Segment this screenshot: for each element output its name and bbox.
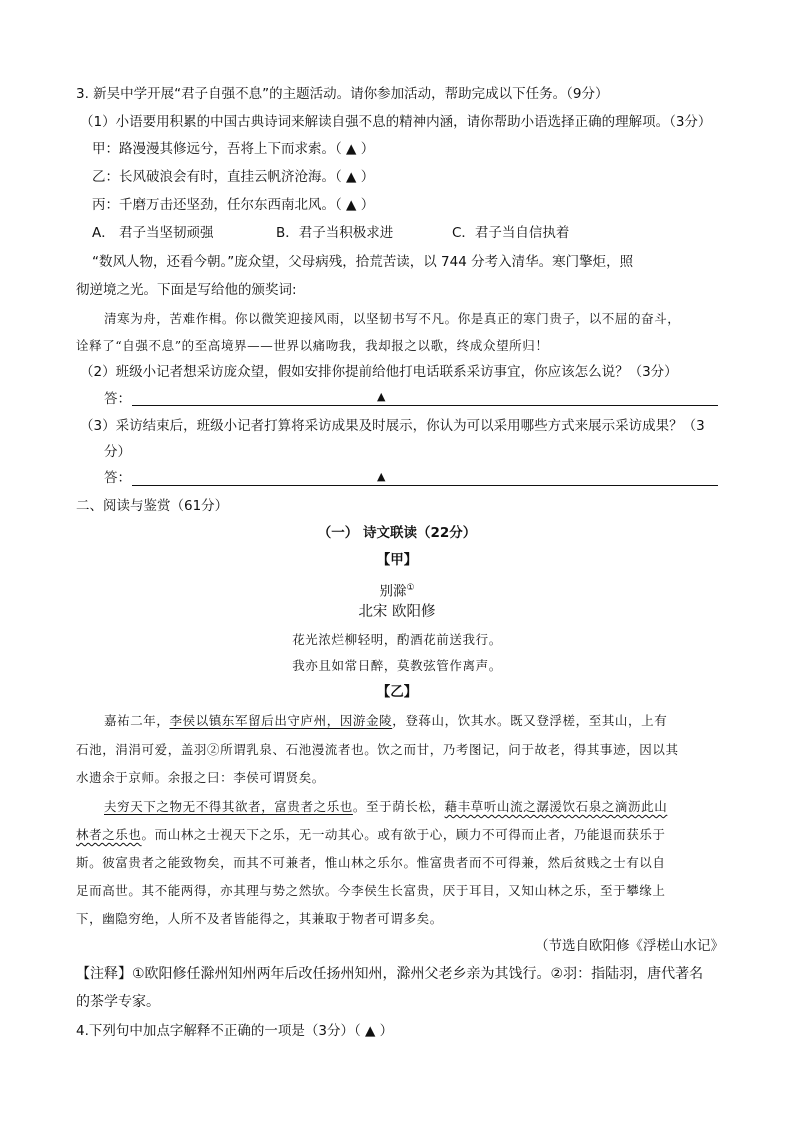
passage-p1-line2: 石池，涓涓可爱，盖羽②所谓乳泉、石池漫流者也。饮之而甘，乃考图记，问于故老，得其事迹，因以其 [76, 742, 679, 757]
q3-line-bing: 丙：千磨万击还坚劲，任尔东西南北风。（ ▲ ） [92, 197, 375, 213]
q3-sub2: （2）班级小记者想采访庞众望，假如安排你提前给他打电话联系采访事宜，你应该怎么说？（3分） [80, 364, 678, 380]
answer-label-2: 答： [104, 391, 131, 407]
notes-line2: 的茶学专家。 [76, 994, 160, 1010]
poem-line1: 花光浓烂柳轻明，酌酒花前送我行。 [292, 632, 502, 647]
poem-line2: 我亦且如常日醉，莫教弦管作离声。 [292, 658, 502, 673]
passage-p2-line4: 足而高世。其不能两得，亦其理与势之然欤。今李侯生长富贵，厌于耳目，又知山林之乐，至于攀缘上 [76, 883, 666, 898]
passage-p2-line5: 下，幽隐穷绝，人所不及者皆能得之，其兼取于物者可谓多矣。 [76, 911, 443, 926]
p2-wavy-sentence-end: 林者之乐也 [76, 827, 142, 842]
q3-intro-line1: “数风人物，还看今朝。”庞众望，父母病残，拾荒苦读，以 744 分考入清华。寒门擎炬，照 [92, 254, 634, 270]
yi-tag: 【乙】 [376, 684, 418, 700]
section2-heading: 二、阅读与鉴赏（61分） [76, 498, 229, 514]
p1-underlined-phrase: 李侯以镇东军留后出守庐州，因游金陵 [169, 713, 393, 728]
q3-line-jia: 甲：路漫漫其修远兮，吾将上下而求索。（ ▲ ） [92, 141, 375, 157]
q3-line-yi: 乙：长风破浪会有时，直挂云帆济沧海。（ ▲ ） [92, 169, 375, 185]
poem-title [0, 578, 794, 602]
answer-blank-mark-2: ▲ [377, 390, 386, 403]
poem-author: 北宋 欧阳修 [358, 604, 436, 620]
passage-p2-line2 [76, 825, 666, 845]
passage-p1-line1 [104, 711, 667, 731]
passage-p2-line3: 斯。彼富贵者之能致物矣，而其不可兼者，惟山林之乐尔。惟富贵者而不可得兼，然后贫贱之士有以自 [76, 855, 666, 870]
award-speech-line1: 清寒为舟，苦难作楫。你以微笑迎接风雨，以坚韧书写不凡。你是真正的寒门贵子，以不屈的奋斗， [104, 311, 681, 326]
p2-line1-mid: 。至于荫长松， [352, 799, 445, 814]
award-speech-line2: 诠释了“自强不息”的至高境界——世界以痛吻我，我却报之以歌，终成众望所归！ [76, 338, 549, 353]
answer-line-2[interactable] [132, 405, 718, 406]
q3-intro-line2: 彻逆境之光。下面是写给他的颁奖词: [76, 282, 297, 298]
notes-line1: 【注释】①欧阳修任滁州知州两年后改任扬州知州，滁州父老乡亲为其饯行。②羽：指陆羽，唐代著名 [76, 966, 704, 982]
q3-option-a: A． 君子当坚韧顽强 [92, 225, 214, 241]
passage-source: （节选自欧阳修《浮槎山水记》 [535, 938, 724, 954]
poem-title-text: 别滁 [379, 583, 407, 600]
answer-blank-mark-3: ▲ [377, 470, 386, 483]
q3-option-b: B．君子当积极求进 [276, 225, 394, 241]
part1-heading: （一） 诗文联读（22分） [317, 525, 477, 541]
answer-line-3[interactable] [132, 485, 718, 486]
p1-line1-start: 嘉祐二年， [104, 713, 170, 728]
q3-stem: 3. 新吴中学开展“君子自强不息”的主题活动。请你参加活动，帮助完成以下任务。（9分） [76, 86, 609, 102]
q3-option-c: C．君子当自信执着 [452, 225, 570, 241]
q3-sub3-line1: （3）采访结束后，班级小记者打算将采访成果及时展示，你认为可以采用哪些方式来展示采访成果？（3 [80, 418, 705, 434]
p2-underlined-sentence: 夫穷天下之物无不得其欲者，富贵者之乐也 [104, 799, 353, 814]
passage-p2-line1 [104, 797, 667, 817]
p2-line2-rest: 。而山林之士视天下之乐，无一动其心。或有欲于心，顾力不可得而止者，乃能退而获乐于 [141, 827, 666, 842]
p2-wavy-sentence: 藉丰草听山流之潺湲饮石泉之滴沥此山 [444, 799, 668, 814]
q3-sub3-line2: 分） [104, 444, 131, 460]
poem-note-mark: ① [406, 583, 415, 593]
answer-label-3: 答： [104, 470, 131, 486]
q4-stem: 4.下列句中加点字解释不正确的一项是（3分）（ ▲ ） [76, 1023, 394, 1039]
jia-tag: 【甲】 [376, 552, 418, 568]
passage-p1-line3: 水遗余于京师。余报之曰：李侯可谓贤矣。 [76, 770, 325, 785]
q3-sub1: （1）小语要用积累的中国古典诗词来解读自强不息的精神内涵，请你帮助小语选择正确的理解项。（3分） [80, 114, 712, 130]
p1-line1-end: ，登蒋山，饮其水。既又登浮槎，至其山，上有 [392, 713, 668, 728]
